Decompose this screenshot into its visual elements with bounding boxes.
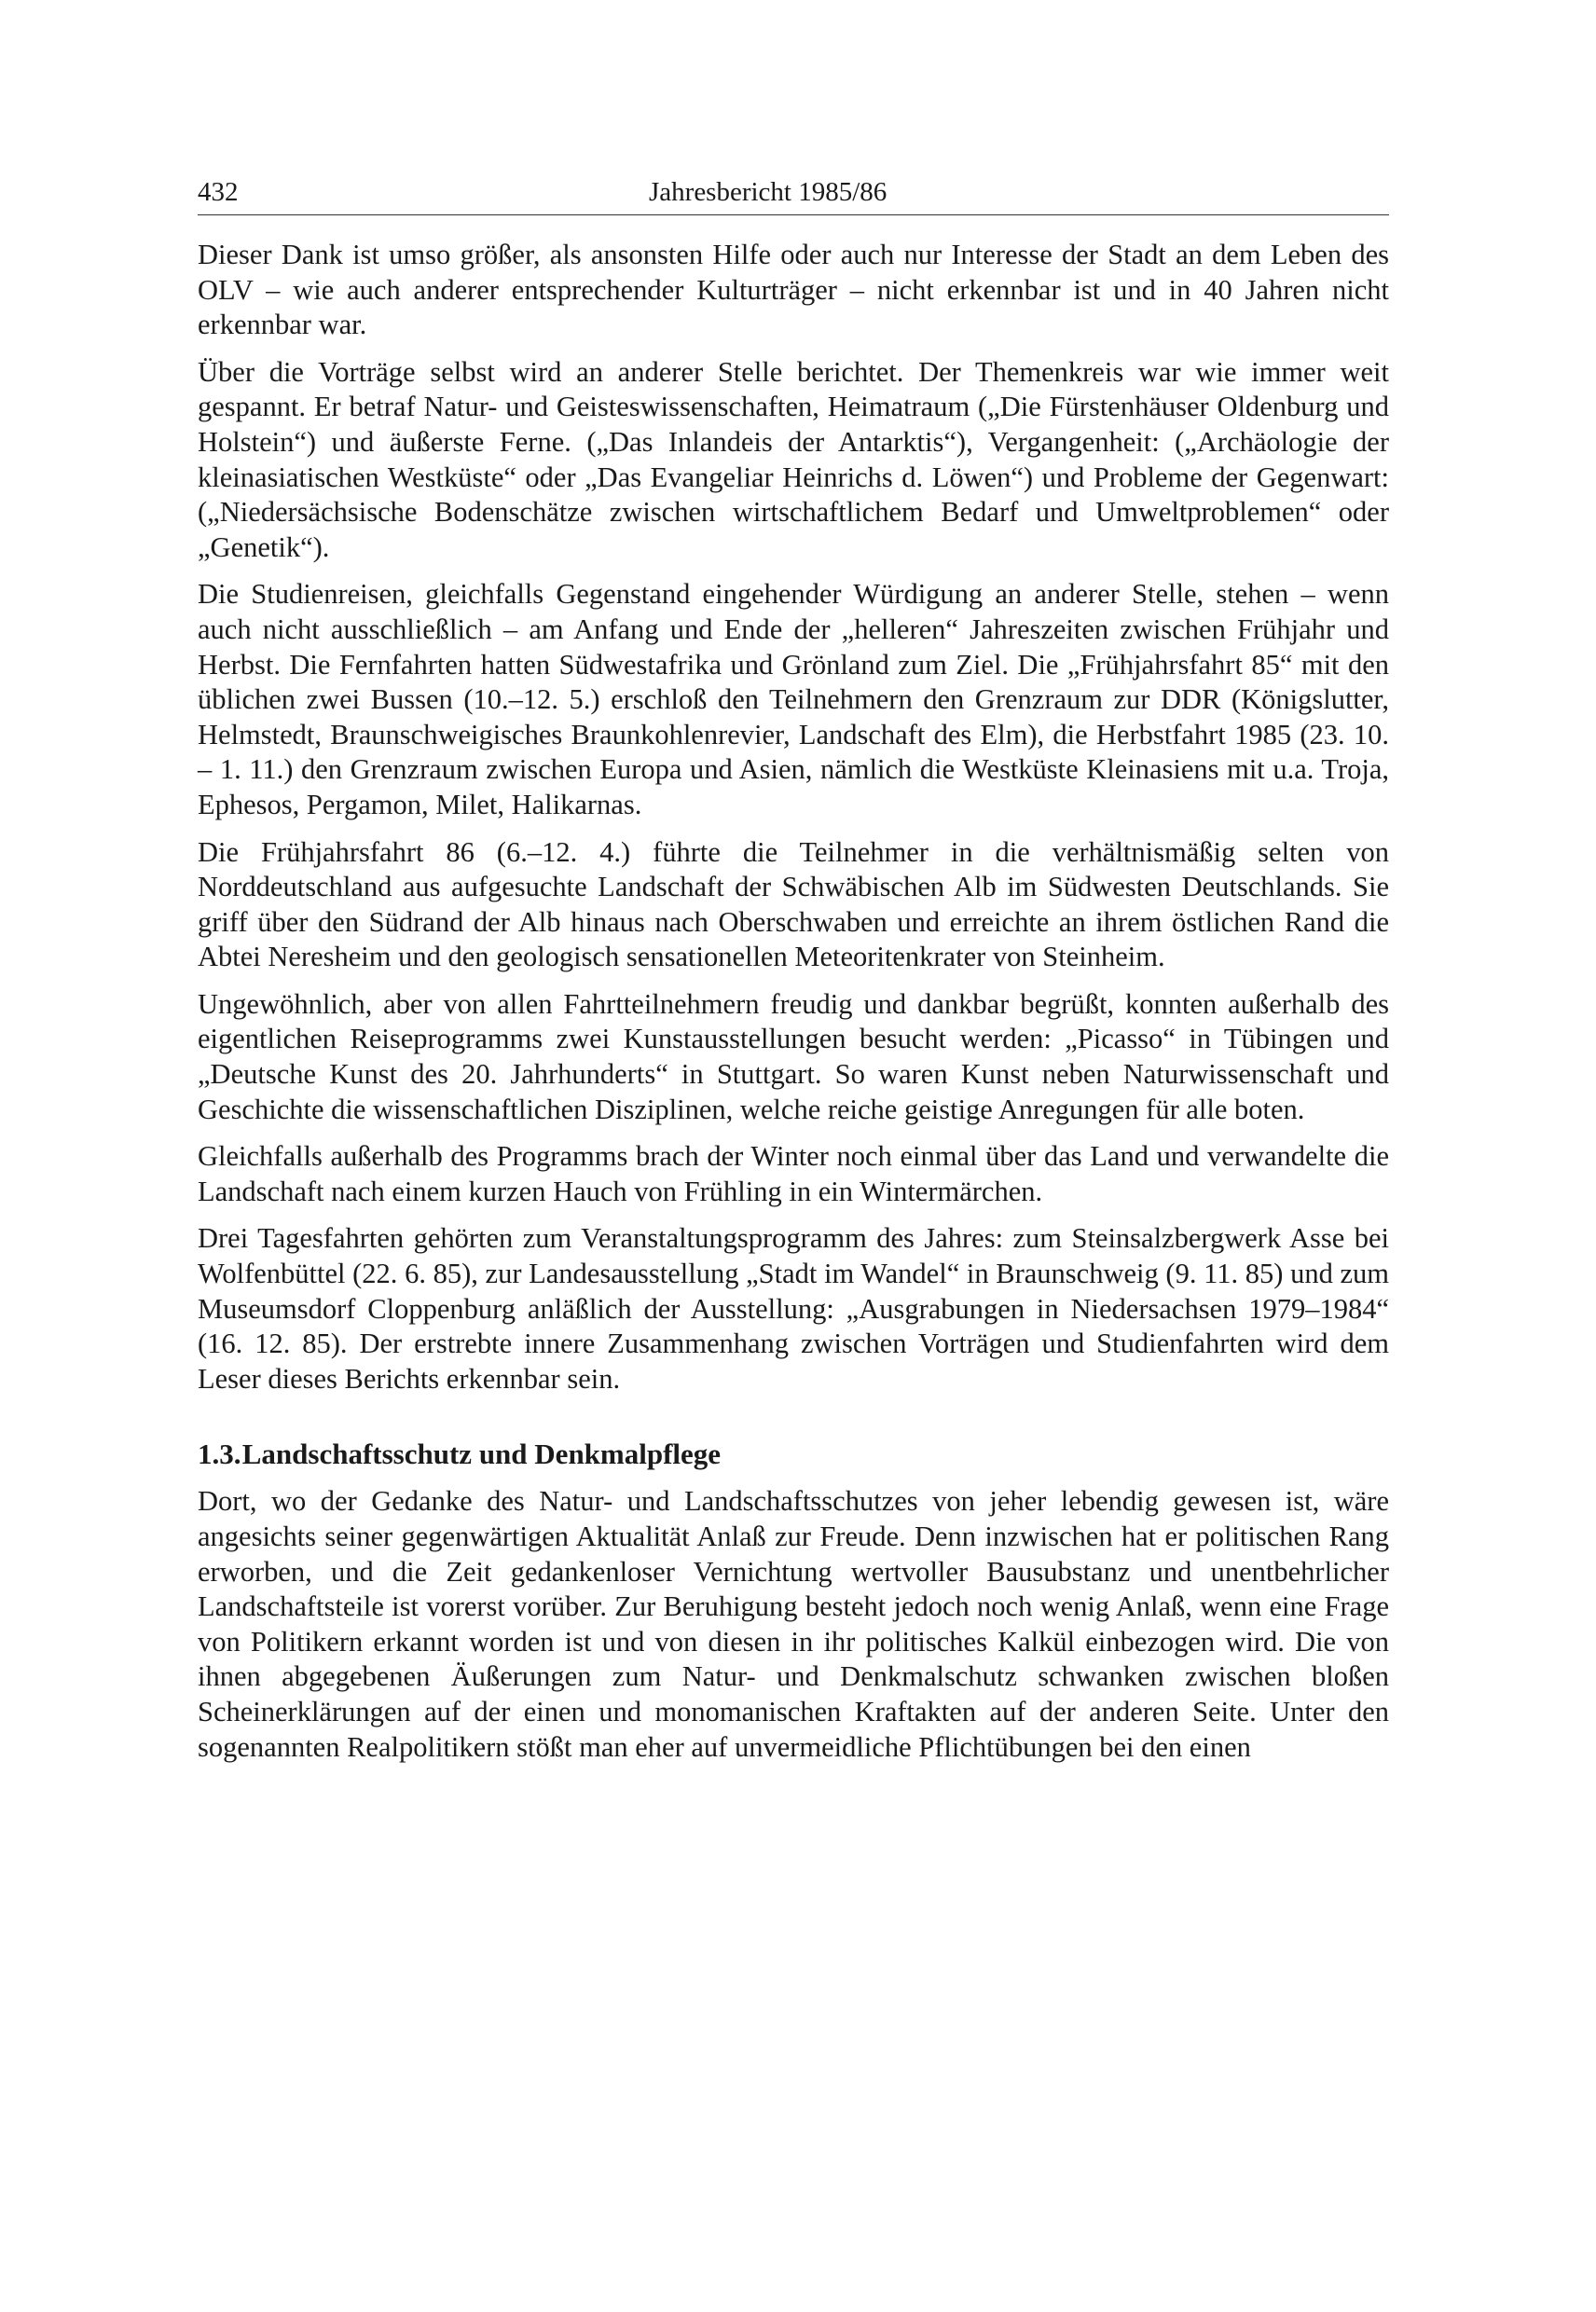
paragraph-winter: Gleichfalls außerhalb des Programms brach der Winter noch einmal über das Land und verwandelte die Landschaft nach einem kurzen Hauch von Frühling in ein Wintermärchen. bbox=[198, 1140, 1389, 1207]
running-header bbox=[198, 166, 1389, 215]
paragraph-tagesfahrten: Drei Tagesfahrten gehörten zum Veranstaltungsprogramm des Jahres: zum Steinsalzbergwerk Asse bei Wolfenbüttel (22. 6. 85), zur Landesausstellung „Stadt im Wandel“ in Braunschweig (9. 11. 85) und zum Museumsdorf Cloppenburg anläßlich der Ausstellung: „Ausgrabungen in Niedersachsen 1979–1984“ (16. 12. 85). Der erstrebte innere Zusammenhang zwischen Vorträgen und Studienfahrten wird dem Leser dieses Berichts erkennbar sein. bbox=[198, 1222, 1389, 1395]
body-text bbox=[198, 238, 1389, 1765]
document-page bbox=[198, 166, 1389, 1777]
section-heading bbox=[198, 1436, 1389, 1473]
paragraph-landschaftsschutz: Dort, wo der Gedanke des Natur- und Landschaftsschutzes von jeher lebendig gewesen ist, wäre angesichts seiner gegenwärtigen Aktualität Anlaß zur Freude. Denn inzwischen hat er politischen Rang erworben, und die Zeit gedankenloser Vernichtung wertvoller Bausubstanz und unentbehrlicher Landschaftsteile ist vorerst vorüber. Zur Beruhigung besteht jedoch noch wenig Anlaß, wenn eine Frage von Politikern erkannt worden ist und von diesen in ihr politisches Kalkül einbezogen wird. Die von ihnen abgegebenen Äußerungen zum Natur- und Denkmalschutz schwanken zwischen bloßen Scheinerklärungen auf der einen und monomanischen Kraftakten auf der anderen Seite. Unter den sogenannten Realpolitikern stößt man eher auf unvermeidliche Pflichtübungen bei den einen bbox=[198, 1485, 1389, 1763]
paragraph-vortraege: Über die Vorträge selbst wird an anderer Stelle berichtet. Der Themenkreis war wie immer weit gespannt. Er betraf Natur- und Geisteswissenschaften, Heimatraum („Die Fürstenhäuser Oldenburg und Holstein“) und äußerste Ferne. („Das Inlandeis der Antarktis“), Vergangenheit: („Archäologie der kleinasiatischen Westküste“ oder „Das Evangeliar Heinrichs d. Löwen“) und Probleme der Gegenwart: („Niedersächsische Bodenschätze zwischen wirtschaftlichem Bedarf und Umweltproblemen“ oder „Genetik“). bbox=[198, 355, 1389, 563]
paragraph-fruehjahrsfahrt-86: Die Frühjahrsfahrt 86 (6.–12. 4.) führte die Teilnehmer in die verhältnismäßig selten von Norddeutschland aus aufgesuchte Landschaft der Schwäbischen Alb im Südwesten Deutschlands. Sie griff über den Südrand der Alb hinaus nach Oberschwaben und erreichte an ihrem östlichen Rand die Abtei Neresheim und den geologisch sensationellen Meteoritenkrater von Steinheim. bbox=[198, 835, 1389, 973]
section-number: 1.3. bbox=[198, 1438, 241, 1471]
running-title: Jahresbericht 1985/86 bbox=[649, 177, 887, 207]
paragraph-dank: Dieser Dank ist umso größer, als ansonsten Hilfe oder auch nur Interesse der Stadt an dem Leben des OLV – wie auch anderer entsprechender Kulturträger – nicht erkennbar ist und in 40 Jahren nicht erkennbar war. bbox=[198, 239, 1389, 341]
page-number: 432 bbox=[198, 177, 239, 207]
paragraph-kunstausstellungen: Ungewöhnlich, aber von allen Fahrtteilnehmern freudig und dankbar begrüßt, konnten außerhalb des eigentlichen Reiseprogramms zwei Kunstausstellungen besucht werden: „Picasso“ in Tübingen und „Deutsche Kunst des 20. Jahrhunderts“ in Stuttgart. So waren Kunst neben Naturwissenschaft und Geschichte die wissenschaftlichen Disziplinen, welche reiche geistige Anregungen für alle boten. bbox=[198, 987, 1389, 1125]
section-title: Landschaftsschutz und Denkmalpflege bbox=[241, 1438, 722, 1471]
paragraph-studienreisen: Die Studienreisen, gleichfalls Gegenstand eingehender Würdigung an anderer Stelle, stehen – wenn auch nicht ausschließlich – am Anfang und Ende der „helleren“ Jahreszeiten zwischen Frühjahr und Herbst. Die Fernfahrten hatten Südwestafrika und Grönland zum Ziel. Die „Frühjahrsfahrt 85“ mit den üblichen zwei Bussen (10.–12. 5.) erschloß den Teilnehmern den Grenzraum zur DDR (Königslutter, Helmstedt, Braunschweigisches Braunkohlenrevier, Landschaft des Elm), die Herbstfahrt 1985 (23. 10. – 1. 11.) den Grenzraum zwischen Europa und Asien, nämlich die Westküste Kleinasiens mit u.a. Troja, Ephesos, Pergamon, Milet, Halikarnas. bbox=[198, 578, 1389, 820]
